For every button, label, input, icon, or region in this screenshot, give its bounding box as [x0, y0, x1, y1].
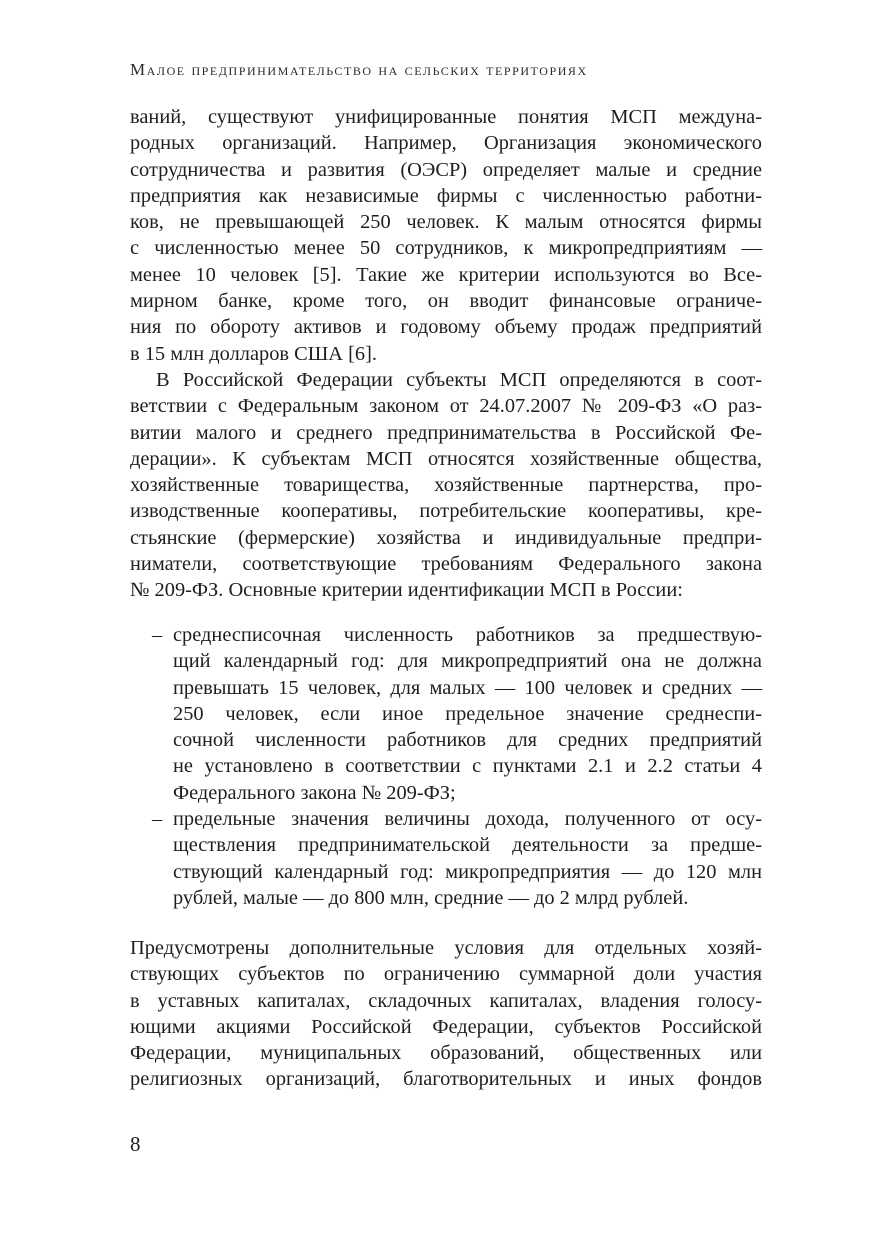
text-line: дерации». К субъектам МСП относятся хозяйственные общества, — [130, 447, 762, 470]
text-line: в 15 млн долларов США [6]. — [130, 342, 377, 365]
text-line: Федерации, муниципальных образований, общественных или — [130, 1042, 762, 1065]
text-line: менее 10 человек [5]. Такие же критерии используются во Все- — [130, 263, 762, 286]
text-line: сочной численности работников для средних предприятий — [173, 729, 762, 752]
text-line: ния по обороту активов и годовому объему продаж предприятий — [130, 316, 762, 339]
criteria-list — [152, 622, 762, 911]
running-header: Малое предпринимательство на сельских территориях — [130, 60, 588, 79]
text-line: ваний, существуют унифицированные понятия МСП междуна- — [130, 106, 762, 128]
text-line: в уставных капиталах, складочных капиталах, владения голосу- — [130, 989, 762, 1012]
list-item — [152, 622, 762, 806]
text-line: рублей, малые — до 800 млн, средние — до 2 млрд рублей. — [173, 886, 689, 909]
text-line: изводственные кооперативы, потребительские кооперативы, кре- — [130, 500, 762, 523]
text-line: религиозных организаций, благотворительных и иных фондов — [130, 1068, 762, 1091]
text-line: хозяйственные товарищества, хозяйственные партнерства, про- — [130, 474, 762, 497]
text-line: ветствии с Федеральным законом от 24.07.2007 № 209-ФЗ «О раз- — [130, 395, 762, 418]
text-line: щий календарный год: для микропредприятий она не должна — [173, 650, 762, 673]
text-line: мирном банке, кроме того, он вводит финансовые ограниче- — [130, 290, 762, 313]
text-line: ствующий календарный год: микропредприятия — до 120 млн — [173, 860, 762, 883]
list-dash: – — [152, 624, 163, 646]
text-line: В Российской Федерации субъекты МСП определяются в соот- — [156, 368, 762, 391]
text-line: превышать 15 человек, для малых — 100 человек и средних — — [173, 676, 762, 699]
list-item — [152, 806, 762, 911]
text-line: ществления предпринимательской деятельности за предше- — [173, 834, 762, 857]
paragraph-conditions — [130, 935, 762, 1093]
text-line: среднесписочная численность работников за предшествую- — [173, 624, 762, 646]
text-line: Предусмотрены дополнительные условия для отдельных хозяй- — [130, 937, 762, 959]
text-line: предельные значения величины дохода, полученного от осу- — [173, 808, 762, 831]
text-line: № 209-ФЗ. Основные критерии идентификации МСП в России: — [130, 579, 683, 602]
text-line: предприятия как независимые фирмы с численностью работни- — [130, 184, 762, 207]
text-line: ков, не превышающей 250 человек. К малым относятся фирмы — [130, 211, 762, 234]
paragraph-intro — [130, 104, 762, 604]
text-line: не установлено в соответствии с пунктами 2.1 и 2.2 статьи 4 — [173, 755, 762, 778]
text-line: ющими акциями Российской Федерации, субъектов Российской — [130, 1015, 762, 1038]
text-line: сотрудничества и развития (ОЭСР) определяет малые и средние — [130, 158, 762, 181]
list-dash: – — [152, 808, 163, 831]
text-line: с численностью менее 50 сотрудников, к микропредприятиям — — [130, 237, 762, 260]
text-line: Федерального закона № 209-ФЗ; — [173, 781, 456, 804]
text-line: витии малого и среднего предпринимательства в Российской Фе- — [130, 421, 762, 444]
text-line: родных организаций. Например, Организация экономического — [130, 132, 762, 155]
text-line: стьянские (фермерские) хозяйства и индивидуальные предпри- — [130, 526, 762, 549]
text-line: 250 человек, если иное предельное значение среднеспи- — [173, 702, 762, 725]
text-line: ствующих субъектов по ограничению суммарной доли участия — [130, 963, 762, 986]
page-number: 8 — [130, 1132, 141, 1156]
text-line: ниматели, соответствующие требованиям Федерального закона — [130, 553, 762, 576]
